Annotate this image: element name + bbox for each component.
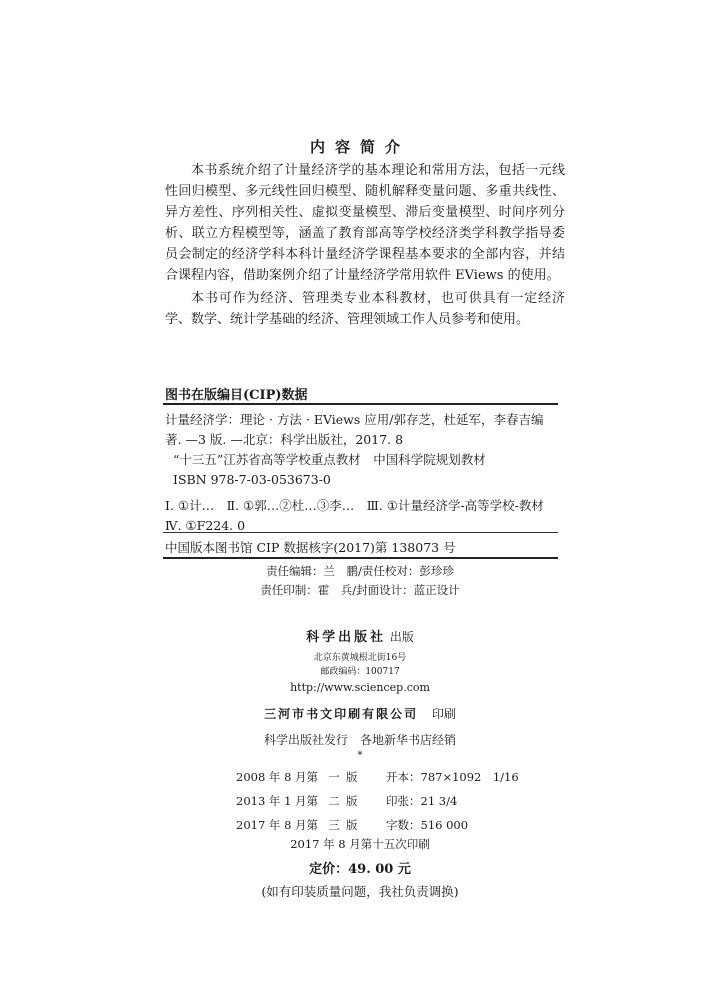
price: 定价：49. 00 元 — [309, 862, 411, 877]
printer-name: 三河市书文印刷有限公司 — [264, 707, 419, 721]
edition-row — [236, 789, 516, 813]
cip-line-series: “十三五”江苏省高等学校重点教材 中国科学院规划教材 — [173, 452, 486, 467]
credits-line-2: 责任印制：霍 兵/封面设计：蓝正设计 — [260, 583, 460, 597]
publisher-address: 北京东黄城根北街16号 — [313, 653, 407, 663]
cip-line-classification: Ⅳ. ①F224. 0 — [165, 518, 246, 533]
cip-line-subjects: Ⅰ. ①计… Ⅱ. ①郭…②杜…③李… Ⅲ. ①计量经济学-高等学校-教材 — [165, 498, 544, 513]
edition-ordinal: 二 — [328, 794, 340, 808]
cip-record — [165, 410, 560, 536]
publisher-postcode: 邮政编码：100717 — [320, 667, 400, 677]
quality-note: (如有印装质量问题，我社负责调换) — [261, 884, 459, 899]
cip-top-rule — [163, 403, 558, 405]
cip-line-title: 计量经济学：理论 · 方法 · EViews 应用/郭存芝，杜延军，李春吉编 — [165, 412, 544, 427]
edition-spec: 字数：516 000 — [386, 818, 469, 832]
edition-spec: 印张：21 3/4 — [386, 794, 458, 808]
edition-label: 版 — [346, 770, 358, 784]
edition-history — [236, 765, 519, 837]
cip-line-isbn: ISBN 978-7-03-053673-0 — [173, 472, 331, 487]
edition-ordinal: 一 — [328, 770, 340, 784]
intro-paragraph-2: 本书可作为经济、管理类专业本科教材，也可供具有一定经济学、数学、统计学基础的经济、管理领域工作人员参考和使用。 — [165, 291, 565, 327]
edition-date: 2017 年 8 月第 — [236, 818, 319, 832]
page-title: 内容简介 — [309, 138, 410, 156]
printer-suffix: 印刷 — [431, 707, 456, 721]
edition-label: 版 — [346, 818, 358, 832]
cip-line-edition: 著. —3 版. —北京：科学出版社，2017. 8 — [165, 432, 404, 447]
credits-line-1: 责任编辑：兰 鹏/责任校对：彭珍珍 — [266, 564, 454, 578]
cip-middle-rule — [163, 532, 558, 533]
separator-asterisk: * — [357, 750, 363, 761]
edition-label: 版 — [346, 794, 358, 808]
publisher-block — [0, 628, 720, 763]
publisher-url: http://www.sciencep.com — [290, 681, 430, 694]
edition-date: 2008 年 8 月第 — [236, 770, 319, 784]
edition-row — [236, 813, 516, 837]
book-introduction — [165, 160, 565, 330]
cip-bottom-rule — [163, 557, 558, 559]
cip-heading: 图书在版编目(CIP)数据 — [165, 388, 308, 403]
edition-ordinal: 三 — [328, 818, 340, 832]
printing-info: 2017 年 8 月第十五次印刷 — [290, 837, 430, 851]
publisher-suffix: 出版 — [389, 630, 414, 644]
edition-spec: 开本：787×1092 1/16 — [386, 770, 519, 784]
cip-check-number: 中国版本图书馆 CIP 数据核字(2017)第 138073 号 — [165, 540, 456, 555]
publisher-name: 科学出版社 — [306, 630, 387, 645]
intro-paragraph-1: 本书系统介绍了计量经济学的基本理论和常用方法，包括一元线性回归模型、多元线性回归模型、随机解释变量问题、多重共线性、异方差性、序列相关性、虚拟变量模型、滞后变量模型、时间序列分析、联立方程模型等，涵盖了教育部高等学校经济类学科教学指导委员会制定的经济学科本科计量经济学课程基本要求的全部内容，并结合课程内容，借助案例介绍了计量经济学常用软件 EViews 的使用。 — [165, 163, 565, 283]
edition-date: 2013 年 1 月第 — [236, 794, 319, 808]
edition-row — [236, 765, 519, 789]
distribution-info: 科学出版社发行 各地新华书店经销 — [263, 733, 456, 747]
editorial-credits — [0, 562, 720, 600]
